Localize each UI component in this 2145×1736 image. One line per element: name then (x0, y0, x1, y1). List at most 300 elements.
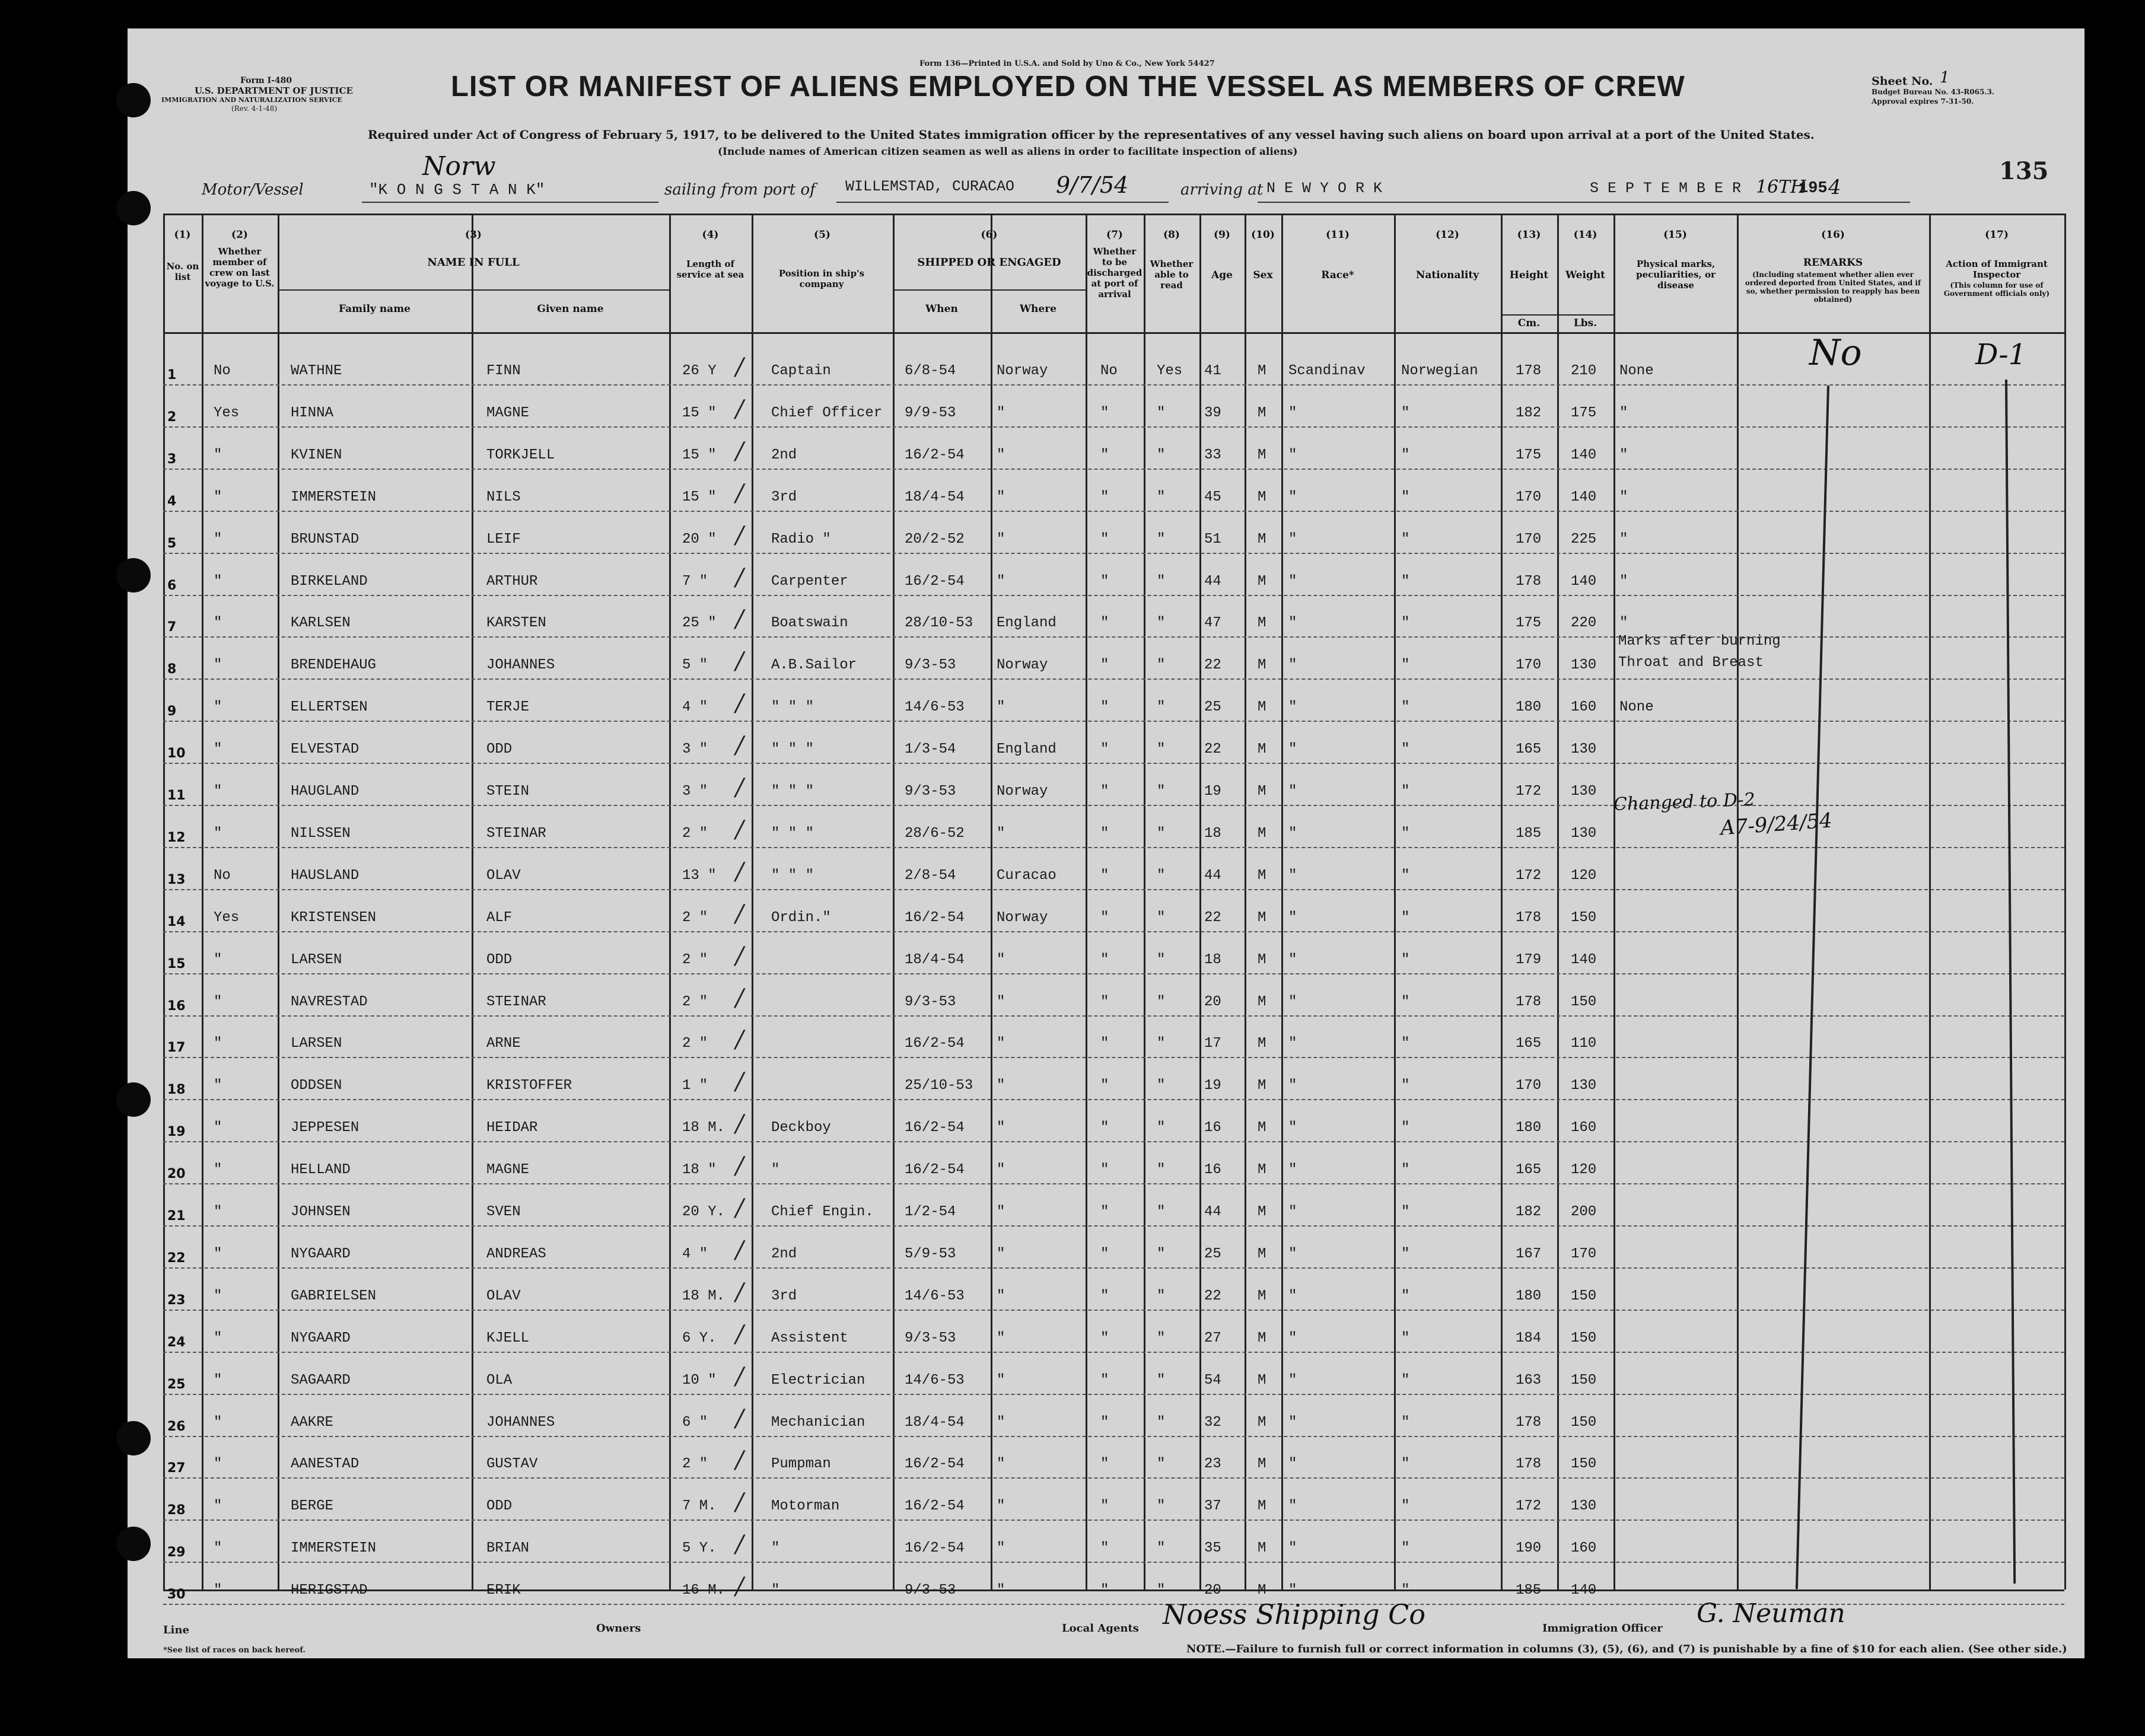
header-sex: Sex (1253, 269, 1273, 281)
cell-length-of-service: 5 " (682, 657, 708, 674)
cell-height: 178 (1516, 993, 1542, 1010)
cell-sex: M (1258, 741, 1266, 758)
cell-weight: 150 (1571, 1288, 1597, 1304)
cell-nationality: " (1401, 1120, 1410, 1136)
cell-height: 170 (1516, 531, 1542, 547)
column-number: (6) (981, 229, 998, 241)
cell-shipped-where: Norway (997, 657, 1048, 674)
cell-shipped-where: " (997, 1456, 1005, 1473)
table-top-border (163, 214, 2064, 215)
cell-physical-marks: " (1619, 573, 1628, 590)
cell-sex: M (1258, 363, 1266, 379)
row-divider (163, 469, 2064, 470)
cell-given-name: JOHANNES (486, 1414, 555, 1431)
sheet-number: 1 (1940, 69, 1950, 87)
cell-physical-marks: None (1619, 699, 1654, 716)
cell-weight: 160 (1571, 1540, 1597, 1557)
column-number: (15) (1663, 229, 1687, 241)
cell-position: Deckboy (771, 1120, 831, 1136)
check-mark: / (736, 1447, 744, 1474)
cell-last-voyage: " (214, 951, 222, 968)
cell-sex: M (1258, 1498, 1266, 1515)
cell-nationality: " (1401, 531, 1410, 547)
cell-nationality: " (1401, 1078, 1410, 1094)
cell-length-of-service: 4 " (682, 699, 708, 716)
cell-shipped-when: 18/4-54 (905, 951, 965, 968)
row-divider (163, 1141, 2064, 1142)
row-divider (163, 805, 2064, 806)
header-race: Race* (1321, 269, 1354, 281)
cell-given-name: MAGNE (486, 1162, 530, 1178)
table-row (0, 428, 2145, 471)
cell-race: " (1288, 447, 1297, 463)
cell-able-to-read: " (1157, 1582, 1166, 1599)
header-able-read: Whether able to read (1150, 259, 1194, 291)
header-height-unit: Cm. (1517, 317, 1541, 329)
cell-physical-marks: None (1619, 363, 1654, 379)
cell-race: " (1288, 867, 1297, 884)
cell-weight: 150 (1571, 1372, 1597, 1388)
cell-nationality: " (1401, 909, 1410, 926)
cell-last-voyage: " (214, 741, 222, 758)
cell-given-name: KARSTEN (486, 615, 546, 632)
cell-family-name: NAVRESTAD (291, 993, 368, 1010)
cell-age: 47 (1204, 615, 1221, 632)
cell-shipped-when: 1/3-54 (905, 741, 956, 758)
cell-length-of-service: 2 " (682, 1036, 708, 1052)
cell-position: 3rd (771, 489, 797, 505)
cell-nationality: " (1401, 1456, 1410, 1473)
cell-weight: 140 (1571, 489, 1597, 505)
cell-weight: 120 (1571, 867, 1597, 884)
penalty-note: NOTE.—Failure to furnish full or correct information in columns (3), (5), (6), and (7) is punishable by a fine of $10 for each alien. (See other side.) (1186, 1643, 2067, 1655)
sailing-port: WILLEMSTAD, CURACAO (845, 178, 1015, 195)
cell-sex: M (1258, 1372, 1266, 1388)
remarks-handwritten: No (1809, 332, 1862, 374)
cell-height: 165 (1516, 741, 1542, 758)
cell-able-to-read: Yes (1157, 363, 1183, 379)
cell-shipped-where: Norway (997, 363, 1048, 379)
cell-given-name: OLAV (486, 867, 521, 884)
check-mark: / (736, 437, 744, 465)
cell-weight: 210 (1571, 363, 1597, 379)
cell-race: " (1288, 1204, 1297, 1220)
row-divider (163, 1436, 2064, 1437)
table-row (0, 1269, 2145, 1312)
row-number: 29 (167, 1545, 186, 1560)
cell-height: 165 (1516, 1036, 1542, 1052)
row-divider (163, 1520, 2064, 1521)
cell-given-name: HEIDAR (486, 1120, 538, 1136)
document-title: LIST OR MANIFEST OF ALIENS EMPLOYED ON THE VESSEL AS MEMBERS OF CREW (451, 71, 1685, 103)
cell-physical-marks: " (1619, 404, 1628, 421)
cell-nationality: " (1401, 615, 1410, 632)
cell-discharged: " (1100, 1036, 1109, 1052)
cell-last-voyage: " (214, 1288, 222, 1304)
cell-position: 2nd (771, 447, 797, 463)
cell-shipped-where: " (997, 951, 1005, 968)
cell-discharged: " (1100, 531, 1109, 547)
cell-family-name: NILSSEN (291, 825, 351, 842)
cell-nationality: " (1401, 1204, 1410, 1220)
cell-nationality: " (1401, 1582, 1410, 1599)
footer-officer-label: Immigration Officer (1542, 1622, 1663, 1635)
column-number: (14) (1573, 229, 1597, 241)
cell-physical-marks: " (1619, 447, 1628, 463)
check-mark: / (736, 563, 744, 591)
cell-position: " (771, 1540, 780, 1557)
cell-shipped-when: 9/3-53 (905, 993, 956, 1010)
cell-family-name: LARSEN (291, 1036, 342, 1052)
table-row (0, 1227, 2145, 1270)
cell-family-name: SAGAARD (291, 1372, 351, 1388)
cell-length-of-service: 20 Y. (682, 1204, 725, 1220)
header-action-note: (This column for use of Government officials only) (1943, 281, 2050, 298)
cell-discharged: " (1100, 1414, 1109, 1431)
cell-last-voyage: " (214, 1540, 222, 1557)
row-number: 26 (167, 1419, 186, 1434)
column-number: (1) (174, 229, 191, 241)
column-number: (13) (1517, 229, 1541, 241)
table-row (0, 1059, 2145, 1101)
table-row (0, 975, 2145, 1018)
cell-last-voyage: " (214, 1330, 222, 1346)
cell-discharged: " (1100, 489, 1109, 505)
cell-family-name: HERIGSTAD (291, 1582, 368, 1599)
cell-age: 39 (1204, 404, 1221, 421)
check-mark: / (736, 1573, 744, 1601)
cell-weight: 130 (1571, 741, 1597, 758)
officer-signature: G. Neuman (1697, 1598, 1845, 1629)
cell-family-name: ELLERTSEN (291, 699, 368, 716)
cell-family-name: JOHNSEN (291, 1204, 351, 1220)
cell-position: " " " (771, 825, 814, 842)
row-number: 3 (167, 451, 177, 467)
cell-able-to-read: " (1157, 489, 1166, 505)
cell-family-name: KVINEN (291, 447, 342, 463)
cell-last-voyage: " (214, 1204, 222, 1220)
cell-age: 25 (1204, 1246, 1221, 1262)
cell-height: 178 (1516, 909, 1542, 926)
column-number: (7) (1106, 229, 1123, 241)
cell-weight: 150 (1571, 993, 1597, 1010)
cell-given-name: KRISTOFFER (486, 1078, 572, 1094)
row-number: 8 (167, 662, 177, 677)
cell-age: 44 (1204, 573, 1221, 590)
cell-family-name: HAUGLAND (291, 783, 359, 799)
cell-sex: M (1258, 1036, 1266, 1052)
row-number: 19 (167, 1125, 186, 1140)
cell-family-name: KRISTENSEN (291, 909, 377, 926)
cell-length-of-service: 2 " (682, 993, 708, 1010)
cell-nationality: " (1401, 1288, 1410, 1304)
cell-sex: M (1258, 1078, 1266, 1094)
cell-last-voyage: " (214, 699, 222, 716)
row-number: 21 (167, 1209, 186, 1224)
cell-family-name: BERGE (291, 1498, 334, 1515)
cell-sex: M (1258, 993, 1266, 1010)
row-number: 30 (167, 1587, 186, 1603)
cell-weight: 130 (1571, 825, 1597, 842)
cell-nationality: " (1401, 741, 1410, 758)
cell-weight: 140 (1571, 951, 1597, 968)
cell-age: 32 (1204, 1414, 1221, 1431)
cell-able-to-read: " (1157, 1456, 1166, 1473)
check-mark: / (736, 648, 744, 676)
cell-length-of-service: 3 " (682, 783, 708, 799)
header-shipped-engaged: SHIPPED OR ENGAGED (917, 256, 1061, 269)
cell-age: 16 (1204, 1120, 1221, 1136)
check-mark: / (736, 353, 744, 381)
cell-weight: 150 (1571, 909, 1597, 926)
row-divider (163, 1352, 2064, 1353)
cell-age: 45 (1204, 489, 1221, 505)
cell-race: " (1288, 657, 1297, 674)
cell-shipped-when: 9/9-53 (905, 404, 956, 421)
table-row (0, 638, 2145, 681)
arrival-month: S E P T E M B E R (1590, 180, 1742, 197)
cell-nationality: " (1401, 825, 1410, 842)
table-row (0, 1311, 2145, 1354)
cell-physical-marks: " (1619, 489, 1628, 505)
cell-discharged: " (1100, 573, 1109, 590)
cell-nationality: Norwegian (1401, 363, 1478, 379)
cell-able-to-read: " (1157, 404, 1166, 421)
cell-sex: M (1258, 699, 1266, 716)
cell-last-voyage: " (214, 1078, 222, 1094)
printer-note: Form 136—Printed in U.S.A. and Sold by Uno & Co., New York 54427 (919, 59, 1215, 68)
cell-given-name: ARTHUR (486, 573, 538, 590)
cell-able-to-read: " (1157, 615, 1166, 632)
cell-race: " (1288, 951, 1297, 968)
cell-length-of-service: 1 " (682, 1078, 708, 1094)
cell-able-to-read: " (1157, 447, 1166, 463)
table-header-border (163, 332, 2064, 334)
cell-physical-marks: " (1619, 615, 1628, 632)
cell-age: 17 (1204, 1036, 1221, 1052)
check-mark: / (736, 816, 744, 843)
check-mark: / (736, 1320, 744, 1348)
cell-given-name: FINN (486, 363, 521, 379)
approval-expiry: Approval expires 7-31-50. (1872, 97, 1974, 106)
cell-able-to-read: " (1157, 531, 1166, 547)
cell-race: " (1288, 741, 1297, 758)
column-number: (10) (1251, 229, 1275, 241)
row-divider (163, 847, 2064, 848)
cell-position: Mechanician (771, 1414, 865, 1431)
row-number: 12 (167, 830, 186, 845)
cell-race: " (1288, 1330, 1297, 1346)
cell-nationality: " (1401, 489, 1410, 505)
cell-age: 16 (1204, 1162, 1221, 1178)
cell-nationality: " (1401, 699, 1410, 716)
cell-nationality: " (1401, 867, 1410, 884)
cell-given-name: ODD (486, 951, 513, 968)
cell-able-to-read: " (1157, 657, 1166, 674)
cell-discharged: " (1100, 741, 1109, 758)
check-mark: / (736, 1026, 744, 1054)
cell-able-to-read: " (1157, 1288, 1166, 1304)
cell-able-to-read: " (1157, 951, 1166, 968)
cell-shipped-where: " (997, 699, 1005, 716)
cell-physical-marks: " (1619, 531, 1628, 547)
cell-height: 179 (1516, 951, 1542, 968)
cell-last-voyage: " (214, 1456, 222, 1473)
cell-family-name: GABRIELSEN (291, 1288, 377, 1304)
cell-shipped-when: 5/9-53 (905, 1246, 956, 1262)
cell-able-to-read: " (1157, 1120, 1166, 1136)
cell-height: 172 (1516, 783, 1542, 799)
cell-shipped-where: " (997, 1288, 1005, 1304)
cell-age: 54 (1204, 1372, 1221, 1388)
cell-given-name: STEINAR (486, 993, 546, 1010)
marks-note-line1: Marks after burning (1618, 633, 1781, 649)
header-given-name: Given name (537, 303, 604, 315)
cell-age: 18 (1204, 825, 1221, 842)
name-subheader-line (278, 289, 669, 291)
dept-service: IMMIGRATION AND NATURALIZATION SERVICE (161, 96, 342, 104)
cell-family-name: HELLAND (291, 1162, 351, 1178)
check-mark: / (736, 1110, 744, 1138)
cell-length-of-service: 4 " (682, 1246, 708, 1262)
cell-able-to-read: " (1157, 1246, 1166, 1262)
cell-last-voyage: " (214, 489, 222, 505)
cell-weight: 130 (1571, 657, 1597, 674)
cell-shipped-when: 25/10-53 (905, 1078, 973, 1094)
cell-able-to-read: " (1157, 699, 1166, 716)
punch-hole (116, 191, 151, 225)
column-number: (2) (231, 229, 248, 241)
cell-position: Boatswain (771, 615, 848, 632)
budget-number: Budget Bureau No. 43-R065.3. (1872, 88, 1995, 96)
cell-family-name: JEPPESEN (291, 1120, 359, 1136)
cell-sex: M (1258, 1288, 1266, 1304)
row-number: 17 (167, 1040, 186, 1056)
cell-nationality: " (1401, 783, 1410, 799)
vessel-handwritten: Norw (422, 151, 496, 181)
row-number: 23 (167, 1292, 186, 1308)
cell-height: 167 (1516, 1246, 1542, 1262)
cell-weight: 150 (1571, 1330, 1597, 1346)
cell-last-voyage: " (214, 1246, 222, 1262)
cell-shipped-when: 16/2-54 (905, 573, 965, 590)
cell-length-of-service: 16 M. (682, 1582, 725, 1599)
cell-shipped-where: " (997, 489, 1005, 505)
cell-last-voyage: Yes (214, 909, 240, 926)
cell-length-of-service: 10 " (682, 1372, 717, 1388)
cell-given-name: ARNE (486, 1036, 521, 1052)
cell-given-name: ODD (486, 1498, 513, 1515)
cell-position: Motorman (771, 1498, 840, 1515)
cell-height: 185 (1516, 825, 1542, 842)
cell-given-name: BRIAN (486, 1540, 530, 1557)
row-divider (163, 511, 2064, 512)
cell-position: Carpenter (771, 573, 848, 590)
cell-last-voyage: " (214, 783, 222, 799)
cell-shipped-when: 28/6-52 (905, 825, 965, 842)
cell-shipped-where: " (997, 1162, 1005, 1178)
row-number: 5 (167, 536, 177, 551)
cell-weight: 130 (1571, 1078, 1597, 1094)
races-note: *See list of races on back hereof. (163, 1646, 305, 1655)
cell-family-name: LARSEN (291, 951, 342, 968)
cell-weight: 175 (1571, 404, 1597, 421)
arriving-port: N E W Y O R K (1266, 180, 1383, 197)
row-divider (163, 973, 2064, 974)
cell-position: Radio " (771, 531, 831, 547)
cell-weight: 130 (1571, 783, 1597, 799)
arrival-year: 195 (1799, 180, 1828, 198)
header-age: Age (1211, 269, 1233, 281)
row-divider (163, 1394, 2064, 1395)
sheet-label: Sheet No. (1872, 75, 1933, 88)
table-row (0, 849, 2145, 891)
cell-shipped-where: " (997, 1078, 1005, 1094)
cell-race: " (1288, 1372, 1297, 1388)
cell-nationality: " (1401, 1498, 1410, 1515)
cell-shipped-when: 16/2-54 (905, 1162, 965, 1178)
cell-last-voyage: " (214, 657, 222, 674)
cell-position: 3rd (771, 1288, 797, 1304)
cell-discharged: " (1100, 657, 1109, 674)
cell-height: 170 (1516, 489, 1542, 505)
cell-age: 44 (1204, 867, 1221, 884)
cell-shipped-where: " (997, 1582, 1005, 1599)
subtitle-note: (Include names of American citizen seamen as well as aliens in order to facilitate inspection of aliens) (718, 146, 1298, 158)
cell-race: " (1288, 1246, 1297, 1262)
cell-shipped-where: Norway (997, 909, 1048, 926)
cell-discharged: " (1100, 993, 1109, 1010)
cell-length-of-service: 6 " (682, 1414, 708, 1431)
cell-shipped-when: 9/3-53 (905, 657, 956, 674)
cell-height: 178 (1516, 1414, 1542, 1431)
cell-length-of-service: 18 M. (682, 1120, 725, 1136)
cell-sex: M (1258, 1330, 1266, 1346)
cell-last-voyage: " (214, 1414, 222, 1431)
cell-able-to-read: " (1157, 741, 1166, 758)
cell-shipped-where: Curacao (997, 867, 1056, 884)
cell-family-name: IMMERSTEIN (291, 489, 377, 505)
cell-given-name: KJELL (486, 1330, 530, 1346)
cell-given-name: JOHANNES (486, 657, 555, 674)
cell-nationality: " (1401, 404, 1410, 421)
cell-discharged: " (1100, 1120, 1109, 1136)
cell-age: 22 (1204, 909, 1221, 926)
cell-length-of-service: 7 M. (682, 1498, 717, 1515)
cell-family-name: NYGAARD (291, 1246, 351, 1262)
cell-sex: M (1258, 657, 1266, 674)
cell-family-name: BRUNSTAD (291, 531, 359, 547)
row-number: 28 (167, 1503, 186, 1518)
cell-given-name: MAGNE (486, 404, 530, 421)
cell-shipped-where: " (997, 573, 1005, 590)
cell-last-voyage: No (214, 867, 231, 884)
cell-shipped-where: " (997, 993, 1005, 1010)
shipped-subheader-line (893, 289, 1086, 291)
cell-position: " (771, 1582, 780, 1599)
cell-last-voyage: " (214, 1036, 222, 1052)
cell-last-voyage: Yes (214, 404, 240, 421)
row-divider (163, 763, 2064, 764)
cell-sex: M (1258, 783, 1266, 799)
table-row (0, 765, 2145, 807)
arriving-label: arriving at (1180, 181, 1264, 199)
cell-sex: M (1258, 1246, 1266, 1262)
cell-height: 184 (1516, 1330, 1542, 1346)
cell-shipped-where: " (997, 1036, 1005, 1052)
cell-able-to-read: " (1157, 993, 1166, 1010)
cell-nationality: " (1401, 573, 1410, 590)
